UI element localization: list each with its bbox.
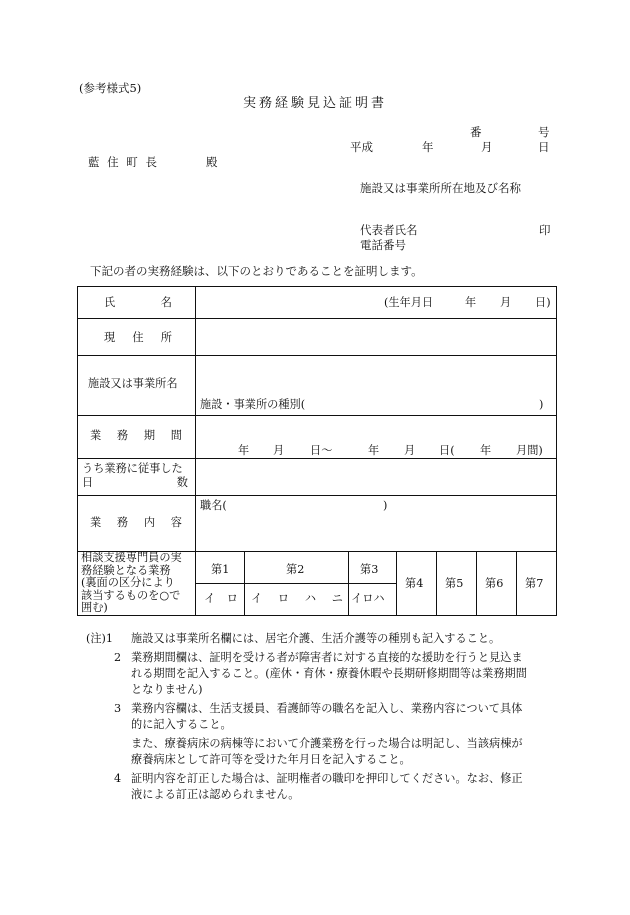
number-label-ban: 番 [470,125,482,139]
period-start-day: 日～ [310,444,333,457]
note-3-number: 3 [114,702,122,715]
date-month: 月 [481,140,493,154]
facility-type-close: ) [539,398,544,411]
birthdate-open: (生年月日 [384,296,434,309]
note-2-line3: となりません) [131,683,203,696]
note-3-line3: また、療養病床の病棟等において介護業務を行った場合は明記し、当該病棟が [131,737,523,750]
note-3-line2: 的に記入すること。 [131,718,232,731]
period-total-months: 月間) [516,444,543,457]
phone-label: 電話番号 [360,238,406,252]
address-label: 現 住 所 [104,331,172,344]
note-3-line4: 療養病床として許可等を受けた年月日を記入すること。 [131,753,411,766]
note-1: 施設又は事業所名欄には、居宅介護、生活介護等の種別も記入すること。 [131,632,501,645]
date-era: 平成 [350,140,373,154]
job-title-label: 職名( [200,499,227,512]
period-label: 業 務 期 間 [90,429,182,442]
period-start-month: 月 [273,444,285,457]
days-label-line1: うち業務に従事した [82,462,183,475]
name-label: 氏 名 [104,296,172,309]
page-title: 実務経験見込証明書 [243,96,388,111]
facility-address-label: 施設又は事業所所在地及び名称 [360,181,521,195]
note-3-line1: 業務内容欄は、生活支援員、看護師等の職名を記入し、業務内容について具体 [131,702,523,715]
category-1: 第1 [211,563,230,576]
period-end-day: 日( [439,444,455,457]
birth-month: 月 [500,296,512,309]
category-2: 第2 [286,563,305,576]
category-7: 第7 [525,577,544,590]
note-4-line2: 液による訂正は認められません。 [131,788,300,801]
category-5: 第5 [445,577,464,590]
note-4-number: 4 [114,772,122,785]
period-end-month: 月 [404,444,416,457]
period-end-year: 年 [368,444,380,457]
form-reference: (参考様式5) [79,81,142,95]
addressee-honorific: 殿 [206,155,218,169]
representative-label: 代表者氏名 [360,223,418,237]
note-4-line1: 証明内容を訂正した場合は、証明権者の職印を押印してください。なお、修正 [131,772,523,785]
number-label-go: 号 [538,125,550,139]
days-label-line2: 日 数 [82,476,188,489]
duty-label: 業 務 内 容 [90,516,182,529]
period-start-year: 年 [238,444,250,457]
category-4: 第4 [405,577,424,590]
category-2-subitems: イ ロ ハ ニ [251,592,343,605]
birth-year: 年 [465,296,477,309]
experience-form-table [77,286,557,616]
note-2-line2: れる期間を記入すること。(産休・育休・療養休暇や長期研修期間等は業務期間 [131,667,527,680]
period-total-years: 年 [480,444,492,457]
note-prefix: (注)1 [86,632,114,645]
category-6: 第6 [485,577,504,590]
birth-day: 日) [535,296,551,309]
date-day: 日 [538,140,550,154]
date-year: 年 [422,140,434,154]
job-title-close: ) [383,499,388,512]
note-2-line1: 業務期間欄は、証明を受ける者が障害者に対する直接的な援助を行うと見込ま [131,651,523,664]
category-3-subitems: イロハ [351,592,385,605]
seal-mark: 印 [539,223,551,237]
facility-type-label: 施設・事業所の種別( [200,398,306,411]
category-3: 第3 [360,563,379,576]
facility-name-label: 施設又は事業所名 [88,377,178,390]
addressee-name: 藍 住 町 長 [88,155,159,169]
certification-statement: 下記の者の実務経験は、以下のとおりであることを証明します。 [90,264,423,278]
category-1-subitems: イ ロ [204,592,238,605]
note-2-number: 2 [114,651,122,664]
category-label: 相談支援専門員の実 務経験となる業務 (裏面の区分により 該当するものを○で 囲む) [81,551,182,614]
